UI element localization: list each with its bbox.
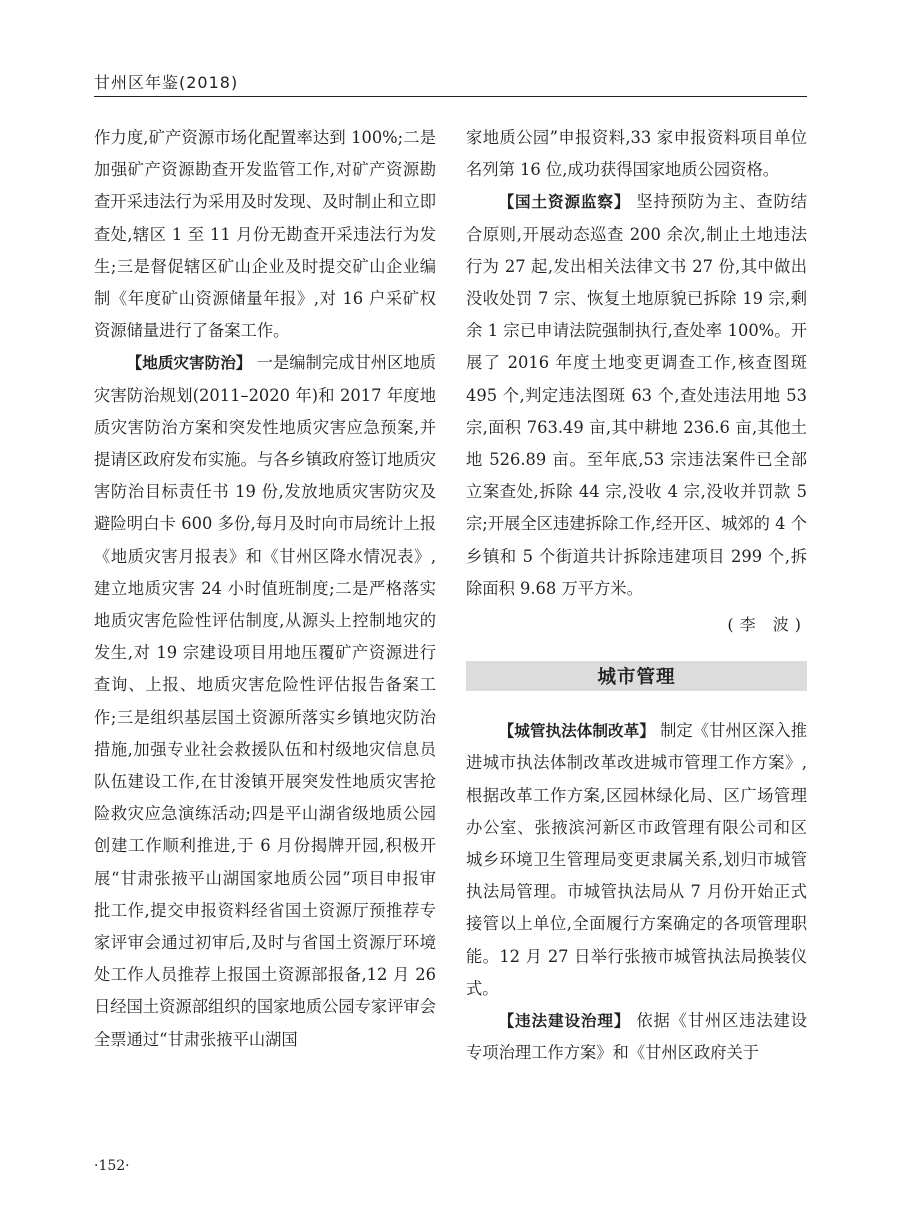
paragraph-body: 制定《甘州区深入推进城市执法体制改革改进城市管理工作方案》,根据改革工作方案,区园林绿化局、区广场管理办公室、张掖滨河新区市政管理有限公司和区城乡环境卫生管理局变更隶属关系,划归市城管执法局管理。市城管执法局从 7 月份开始正式接管以上单位,全面履行方案确定的各项管理职能。12 月 27 日举行张掖市城管执法局换装仪式。 bbox=[466, 721, 807, 998]
paragraph-body: 一是编制完成甘州区地质灾害防治规划(2011–2020 年)和 2017 年度地质灾害防治方案和突发性地质灾害应急预案,并提请区政府发布实施。与各乡镇政府签订地质灾害防治目标责任书 19 份,发放地质灾害防灾及避险明白卡 600 多份,每月及时向市局统计上报《地质灾害月报表》和《甘州区降水情况表》,建立地质灾害 24 小时值班制度;二是严格落实地质灾害危险性评估制度,从源头上控制地灾的发生,对 19 宗建设项目用地压覆矿产资源进行查询、上报、地质灾害危险性评估报告备案工作;三是组织基层国土资源所落实乡镇地灾防治措施,加强专业社会救援队伍和村级地灾信息员队伍建设工作,在甘浚镇开展突发性地质灾害抢险救灾应急演练活动;四是平山湖省级地质公园创建工作顺利推进,于 6 月份揭牌开园,积极开展“甘肃张掖平山湖国家地质公园”项目申报审批工作,提交申报资料经省国土资源厅预推荐专家评审会通过初审后,及时与省国土资源厅环境处工作人员推荐上报国土资源部报备,12 月 26 日经国土资源部组织的国家地质公园专家评审会全票通过“甘肃张掖平山湖国 bbox=[94, 353, 436, 1049]
right-column bbox=[466, 122, 807, 1069]
author-signature: (李 波) bbox=[727, 615, 807, 635]
section-title-band bbox=[466, 661, 807, 691]
section-heading-land-resource-supervision: 【国土资源监察】 bbox=[498, 193, 631, 212]
running-header: 甘州区年鉴(2018) bbox=[94, 73, 239, 92]
left-column bbox=[94, 122, 436, 1056]
section-heading-geological-disaster-prevention: 【地质灾害防治】 bbox=[126, 354, 252, 373]
page-number: ·152· bbox=[94, 1158, 130, 1174]
paragraph-illegal-construction bbox=[466, 1005, 807, 1069]
paragraph-mineral-resources-continued: 作力度,矿产资源市场化配置率达到 100%;二是加强矿产资源勘查开发监管工作,对矿产资源勘查开采违法行为采用及时发现、及时制止和立即查处,辖区 1 至 11 月份无勘查开采违法行为发生;三是督促辖区矿山企业及时提交矿山企业编制《年度矿山资源储量年报》,对 16 户采矿权资源储量进行了备案工作。 bbox=[94, 128, 436, 341]
header-rule bbox=[94, 96, 807, 97]
paragraph-urban-enforcement-reform bbox=[466, 715, 807, 1005]
paragraph-body: 依据《甘州区违法建设专项治理工作方案》和《甘州区政府关于 bbox=[466, 1011, 807, 1063]
section-title: 城市管理 bbox=[597, 667, 676, 689]
paragraph-geopark-continued: 家地质公园”申报资料,33 家申报资料项目单位名列第 16 位,成功获得国家地质公园资格。 bbox=[466, 128, 807, 180]
paragraph-land-resource-supervision bbox=[466, 186, 807, 605]
paragraph-geological-disaster-prevention bbox=[94, 347, 436, 1055]
section-heading-urban-enforcement-reform: 【城管执法体制改革】 bbox=[498, 722, 655, 741]
spacer bbox=[466, 691, 807, 715]
paragraph-body: 坚持预防为主、查防结合原则,开展动态巡查 200 余次,制止土地违法行为 27 起,发出相关法律文书 27 份,其中做出没收处罚 7 宗、恢复土地原貌已拆除 19 宗,剩余 1 宗已申请法院强制执行,查处率 100%。开展了 2016 年度土地变更调查工作,核查图斑 495 个,判定违法图斑 63 个,查处违法用地 53 宗,面积 763.49 亩,其中耕地 236.6 亩,其他土地 526.89 亩。至年底,53 宗违法案件已全部立案查处,拆除 44 宗,没收 4 宗,没收并罚款 5 宗;开展全区违建拆除工作,经开区、城郊的 4 个乡镇和 5 个街道共计拆除违建项目 299 个,拆除面积 9.68 万平方米。 bbox=[466, 192, 807, 598]
section-heading-illegal-construction: 【违法建设治理】 bbox=[498, 1012, 631, 1031]
